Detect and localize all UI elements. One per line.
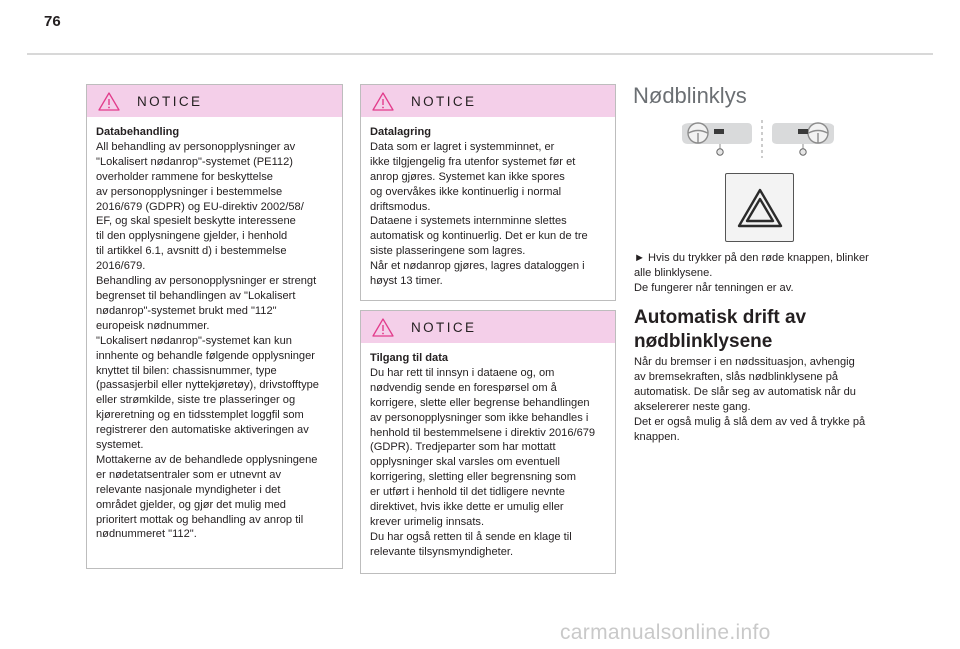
- subsection-body: [634, 355, 904, 444]
- text-line: begrenset til behandlingen av "Lokalisert: [96, 289, 296, 302]
- text-line: alle blinklysene.: [634, 266, 713, 279]
- text-line: registrerer den automatiske aktiveringen av: [96, 424, 309, 437]
- notice-lead: Tilgang til data: [370, 352, 449, 364]
- text-line: "Lokalisert nødanrop"-systemet kan kun: [96, 334, 292, 347]
- text-line: nødanrop"-systemet brukt med "112": [96, 304, 277, 317]
- notice-header: [87, 85, 342, 117]
- text-line: siste plasseringene som lagres.: [370, 245, 526, 258]
- text-line: til den opplysningene gjelder, i henhold: [96, 230, 288, 243]
- text-line: automatisk og kontinuerlig. Det er kun de tre: [370, 230, 588, 243]
- notice-data-storage: [360, 84, 616, 301]
- text-line: prioritert mottak og behandling av anrop til: [96, 513, 304, 526]
- hazard-instruction: [634, 251, 904, 296]
- text-line: 2016/679 (GDPR) og EU-direktiv 2002/58/: [96, 200, 304, 213]
- warning-triangle-icon: [98, 92, 120, 111]
- text-line: er nødetatsentraler som er utnevnt av: [96, 468, 281, 481]
- text-line: henhold til bestemmelsene i direktiv 2016/679: [370, 426, 596, 439]
- text-line: området gjelder, og gjør det mulig med: [96, 498, 286, 511]
- text-line: opplysninger skal varsles om eventuell: [370, 456, 560, 469]
- page-number: 76: [44, 13, 61, 30]
- text-line: relevante nasjonale myndigheter i det: [96, 483, 281, 496]
- notice-title: NOTICE: [411, 319, 477, 335]
- text-line: korrigering, sletting eller begrensning som: [370, 471, 576, 484]
- dashboard-console-icon: [676, 116, 840, 160]
- text-line: All behandling av personopplysninger av: [96, 140, 296, 153]
- notice-body: [361, 343, 615, 560]
- section-title: Nødblinklys: [633, 83, 747, 108]
- text-line: Du har rett til innsyn i dataene og, om: [370, 366, 555, 379]
- notice-data-processing: [86, 84, 343, 569]
- text-line: (passasjerbil eller nyttekjøretøy), drivstofftype: [96, 379, 319, 392]
- notice-data-access: [360, 310, 616, 574]
- text-line: Dataene i systemets internminne slettes: [370, 215, 567, 228]
- text-line: knyttet til bilen: chassisnummer, type: [96, 364, 277, 377]
- text-line: ► Hvis du trykker på den røde knappen, blinker: [634, 252, 869, 264]
- text-line: Data som er lagret i systemminnet, er: [370, 140, 555, 153]
- text-line: "Lokalisert nødanrop"-systemet (PE112): [96, 155, 293, 168]
- notice-lead: Datalagring: [370, 126, 432, 138]
- text-line: akselererer neste gang.: [634, 400, 751, 413]
- text-line: korrigere, slette eller begrense behandlingen: [370, 396, 590, 409]
- notice-body: [361, 117, 615, 289]
- text-line: direktivet, hvis ikke dette er umulig eller: [370, 501, 564, 514]
- header-divider: [27, 53, 933, 55]
- notice-body: [87, 117, 342, 542]
- text-line: innhente og behandle følgende opplysninger: [96, 349, 315, 362]
- text-line: Du har også retten til å sende en klage til: [370, 530, 572, 543]
- watermark: carmanualsonline.info: [560, 621, 771, 644]
- text-line: Når du bremser i en nødssituasjon, avhengig: [634, 356, 855, 368]
- text-line: automatisk. De slår seg av automatisk når du: [634, 385, 856, 398]
- text-line: høyst 13 timer.: [370, 275, 443, 288]
- text-line: EF, og skal spesielt beskytte interessene: [96, 215, 296, 228]
- text-line: De fungerer når tenningen er av.: [634, 281, 794, 294]
- text-line: 2016/679.: [96, 260, 146, 273]
- text-line: europeisk nødnummer.: [96, 319, 210, 332]
- text-line: eller strømkilde, siste tre plasseringer og: [96, 394, 296, 407]
- text-line: og overvåkes ikke kontinuerlig i normal: [370, 185, 562, 198]
- text-line: Mottakerne av de behandlede opplysningene: [96, 453, 318, 466]
- hazard-warning-icon: [737, 188, 783, 228]
- notice-text: [370, 140, 606, 289]
- notice-title: NOTICE: [411, 93, 477, 109]
- text-line: kjøreretning og en tidsstemplet loggfil som: [96, 409, 304, 422]
- notice-title: NOTICE: [137, 93, 203, 109]
- text-line: til artikkel 6.1, avsnitt d) i bestemmelse: [96, 245, 287, 258]
- text-line: ikke tilgjengelig fra utenfor systemet før et: [370, 155, 576, 168]
- text-line: Det er også mulig å slå dem av ved å trykke på: [634, 415, 866, 428]
- text-line: Automatisk drift av: [634, 307, 807, 328]
- text-line: Når et nødanrop gjøres, lagres dataloggen i: [370, 260, 585, 273]
- text-line: nødnummeret "112".: [96, 528, 197, 541]
- text-line: av bremsekraften, slås nødblinklysene på: [634, 370, 839, 383]
- text-line: av personopplysninger i bestemmelse: [96, 185, 283, 198]
- text-line: anrop gjøres. Systemet kan ikke spores: [370, 170, 565, 183]
- subsection-heading: [634, 306, 806, 353]
- text-line: driftsmodus.: [370, 200, 431, 213]
- text-line: relevante tilsynsmyndigheter.: [370, 545, 514, 558]
- notice-header: [361, 85, 615, 117]
- notice-text: [96, 140, 333, 542]
- text-line: systemet.: [96, 439, 144, 452]
- notice-text: [370, 366, 606, 560]
- warning-triangle-icon: [372, 92, 394, 111]
- text-line: nødblinklysene: [634, 330, 773, 352]
- text-line: nødvendig sende en forespørsel om å: [370, 381, 557, 394]
- text-line: krever urimelig innsats.: [370, 515, 485, 528]
- hazard-button: [725, 173, 794, 242]
- text-line: overholder rammene for beskyttelse: [96, 170, 273, 183]
- text-line: Behandling av personopplysninger er strengt: [96, 275, 317, 288]
- text-line: knappen.: [634, 430, 680, 443]
- notice-header: [361, 311, 615, 343]
- text-line: er utført i henhold til det tidligere nevnte: [370, 486, 565, 499]
- notice-lead: Databehandling: [96, 126, 180, 138]
- text-line: (GDPR). Tredjeparter som har mottatt: [370, 441, 556, 454]
- warning-triangle-icon: [372, 318, 394, 337]
- text-line: av personopplysninger som ikke behandles i: [370, 411, 589, 424]
